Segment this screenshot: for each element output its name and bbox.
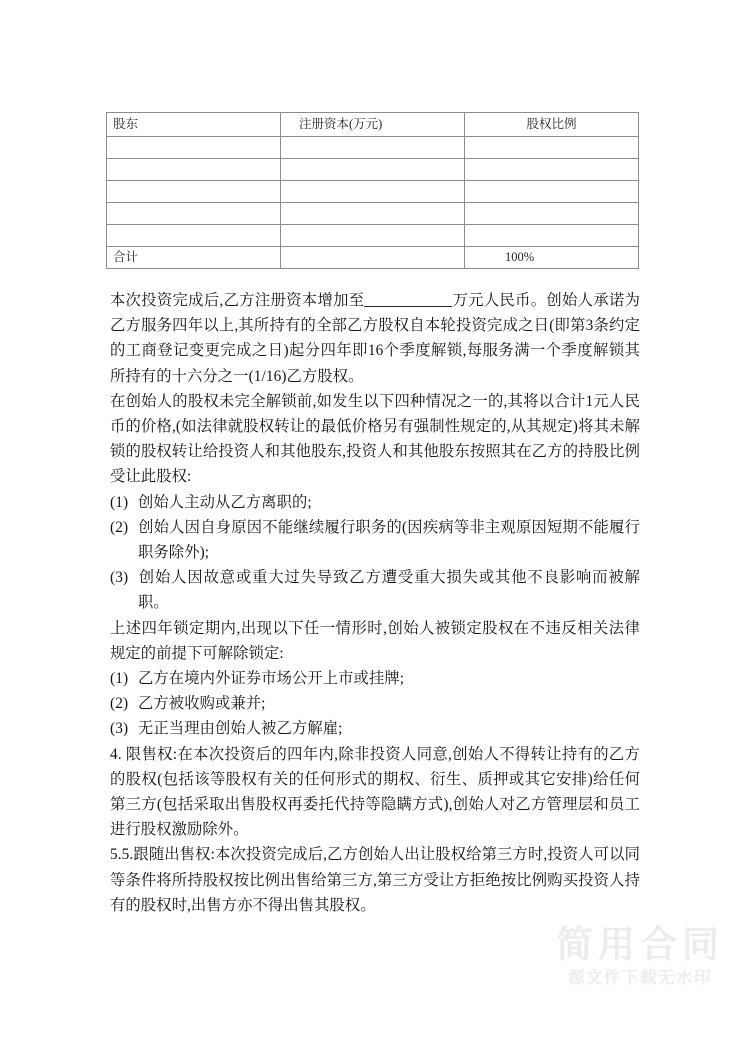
watermark-brand: 简用合同 xyxy=(556,922,724,966)
document-body xyxy=(110,288,640,918)
cell-equity-ratio[interactable] xyxy=(465,137,639,159)
cell-equity-ratio[interactable] xyxy=(465,159,639,181)
list-item xyxy=(110,716,640,741)
cell-shareholder[interactable] xyxy=(107,159,281,181)
list-item-text: 创始人因故意或重大过失导致乙方遭受重大损失或其他不良影响而被解职。 xyxy=(138,569,640,612)
paragraph-investment-completion xyxy=(110,288,640,389)
cell-total-registered-capital[interactable] xyxy=(281,247,465,269)
table-row[interactable] xyxy=(107,181,639,203)
cell-equity-ratio[interactable] xyxy=(465,225,639,247)
watermark-tagline: 源文件下载无水印 xyxy=(568,967,712,987)
cell-registered-capital[interactable] xyxy=(281,159,465,181)
list-item-text: 乙方被收购或兼并; xyxy=(138,695,266,713)
list-item xyxy=(110,515,640,565)
list-item-text: 创始人因自身原因不能继续履行职务的(因疾病等非主观原因短期不能履行职务除外); xyxy=(138,518,640,562)
shareholding-table xyxy=(106,112,639,269)
list-item xyxy=(110,490,640,515)
table-total-row xyxy=(107,247,639,269)
list-item xyxy=(110,666,640,691)
cell-registered-capital[interactable] xyxy=(281,203,465,225)
cell-registered-capital[interactable] xyxy=(281,181,465,203)
list-marker: (1) xyxy=(110,670,129,688)
table-row[interactable] xyxy=(107,203,639,225)
para-1-text-before-blank: 本次投资完成后,乙方注册资本增加至 xyxy=(110,292,365,309)
cell-equity-ratio[interactable] xyxy=(465,181,639,203)
list-marker: (3) xyxy=(110,569,129,587)
header-equity-ratio: 股权比例 xyxy=(465,113,639,137)
cell-shareholder[interactable] xyxy=(107,225,281,247)
list-marker: (3) xyxy=(110,720,129,738)
cell-shareholder[interactable] xyxy=(107,137,281,159)
cell-shareholder[interactable] xyxy=(107,181,281,203)
list-marker: (2) xyxy=(110,518,129,536)
list-item xyxy=(110,691,640,716)
header-registered-capital: 注册资本(万元) xyxy=(281,113,465,137)
list-marker: (1) xyxy=(110,493,129,511)
watermark xyxy=(556,922,724,991)
cell-total-equity-ratio: 100% xyxy=(465,247,639,269)
paragraph-lockup-release: 上述四年锁定期内,出现以下任一情形时,创始人被锁定股权在不违反相关法律规定的前提下可解除锁定: xyxy=(110,619,640,662)
list-item xyxy=(110,565,640,615)
header-shareholder: 股东 xyxy=(107,113,281,137)
list-marker: (2) xyxy=(110,695,129,713)
list-item-text: 乙方在境内外证券市场公开上市或挂牌; xyxy=(138,670,405,688)
para-1-text-after-blank: 万元人民币。创始人承诺为乙方服务四年以上,其所持有的全部乙方股权自本轮投资完成之日(即第3条约定的工商登记变更完成之日)起分四年即16个季度解锁,每服务满一个季度解锁其所持有的十六分之一(1/16)乙方股权。 xyxy=(110,292,640,385)
equity-table-container xyxy=(106,112,638,269)
table-row[interactable] xyxy=(107,159,639,181)
list-item-text: 创始人主动从乙方离职的; xyxy=(138,493,312,511)
clause-4-sale-restriction: 4. 限售权:在本次投资后的四年内,除非投资人同意,创始人不得转让持有的乙方的股权(包括该等股权有关的任何形式的期权、衍生、质押或其它安排)给任何第三方(包括采取出售股权再委托代持等隐瞒方式),创始人对乙方管理层和员工进行股权激励除外。 xyxy=(110,745,640,839)
table-row[interactable] xyxy=(107,137,639,159)
list-item-text: 无正当理由创始人被乙方解雇; xyxy=(138,720,343,738)
clause-5-tag-along-right: 5.5.跟随出售权:本次投资完成后,乙方创始人出让股权给第三方时,投资人可以同等条件将所持股权按比例出售给第三方,第三方受让方拒绝按比例购买投资人持有的股权时,出售方亦不得出售其股权。 xyxy=(110,846,640,914)
table-row[interactable] xyxy=(107,225,639,247)
cell-equity-ratio[interactable] xyxy=(465,203,639,225)
table-header-row xyxy=(107,113,639,137)
paragraph-unvested-transfer: 在创始人的股权未完全解锁前,如发生以下四种情况之一的,其将以合计1元人民币的价格,(如法律就股权转让的最低价格另有强制性规定的,从其规定)将其未解锁的股权转让给投资人和其他股东,投资人和其他股东按照其在乙方的持股比例受让此股权: xyxy=(110,392,640,486)
cell-total-label: 合计 xyxy=(107,247,281,269)
cell-shareholder[interactable] xyxy=(107,203,281,225)
fill-in-blank-registered-capital[interactable] xyxy=(364,306,452,307)
cell-registered-capital[interactable] xyxy=(281,137,465,159)
cell-registered-capital[interactable] xyxy=(281,225,465,247)
